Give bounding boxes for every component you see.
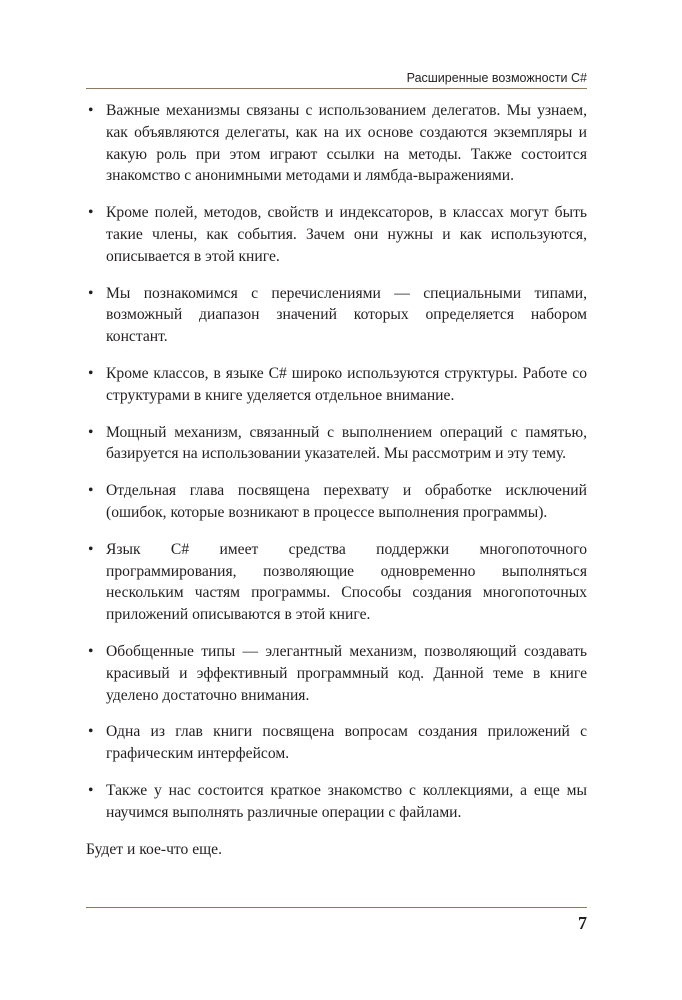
list-item-text: Кроме полей, методов, свойств и индексаторов, в классах могут быть такие члены, как события. Зачем они нужны и как используются, описывается в этой книге. [106, 204, 587, 265]
list-item-text: Одна из глав книги посвящена вопросам создания приложений с графическим интерфейсом. [106, 723, 587, 763]
list-item [86, 100, 587, 187]
bullet-icon: • [88, 284, 94, 302]
list-item [86, 363, 587, 407]
header-rule [86, 88, 587, 89]
closing-paragraph: Будет и кое-что еще. [86, 840, 222, 858]
footer-rule [86, 907, 587, 908]
list-item [86, 539, 587, 626]
bullet-icon: • [88, 540, 94, 558]
list-item-text: Кроме классов, в языке C# широко используются структуры. Работе со структурами в книге уделяется отдельное внимание. [106, 364, 587, 404]
list-item [86, 283, 587, 348]
running-head: Расширенные возможности C# [406, 71, 587, 85]
list-item-text: Важные механизмы связаны с использованием делегатов. Мы узнаем, как объявляются делегаты, как на их основе создаются экземпляры и какую роль при этом играют ссылки на методы. Также состоится знакомство с анонимными методами и лямбда-выражениями. [106, 102, 587, 185]
list-item-text: Отдельная глава посвящена перехвату и обработке исключений (ошибок, которые возникают в процессе выполнения программы). [106, 482, 587, 521]
list-item-text: Также у нас состоится краткое знакомство с коллекциями, а еще мы научимся выполнять различные операции с файлами. [106, 781, 587, 821]
bullet-icon: • [88, 204, 94, 222]
bullet-icon: • [88, 364, 94, 382]
bullet-list [86, 100, 587, 824]
list-item [86, 422, 587, 466]
bullet-icon: • [88, 423, 94, 441]
list-item [86, 641, 587, 706]
list-item-text: Мощный механизм, связанный с выполнением операций с памятью, базируется на использовании указателей. Мы рассмотрим и эту тему. [106, 423, 587, 463]
page-body [86, 100, 587, 876]
list-item [86, 202, 587, 267]
list-item-text: Обобщенные типы — элегантный механизм, позволяющий создавать красивый и эффективный программный код. Данной теме в книге уделено достаточно внимания. [106, 642, 587, 704]
page-number: 7 [578, 913, 587, 933]
bullet-icon: • [88, 482, 94, 500]
list-item-text: Мы познакомимся с перечислениями — специальными типами, возможный диапазон значений которых определяется набором констант. [106, 284, 587, 346]
bullet-icon: • [88, 781, 94, 799]
bullet-icon: • [88, 642, 94, 660]
bullet-icon: • [88, 102, 94, 119]
list-item [86, 780, 587, 824]
bullet-icon: • [88, 723, 94, 741]
list-item-text: Язык C# имеет средства поддержки многопоточного программирования, позволяющие одновременно выполняться нескольким частям программы. Способы создания многопоточных приложений описываются в этой книге. [106, 540, 587, 624]
list-item [86, 480, 587, 524]
list-item [86, 721, 587, 765]
